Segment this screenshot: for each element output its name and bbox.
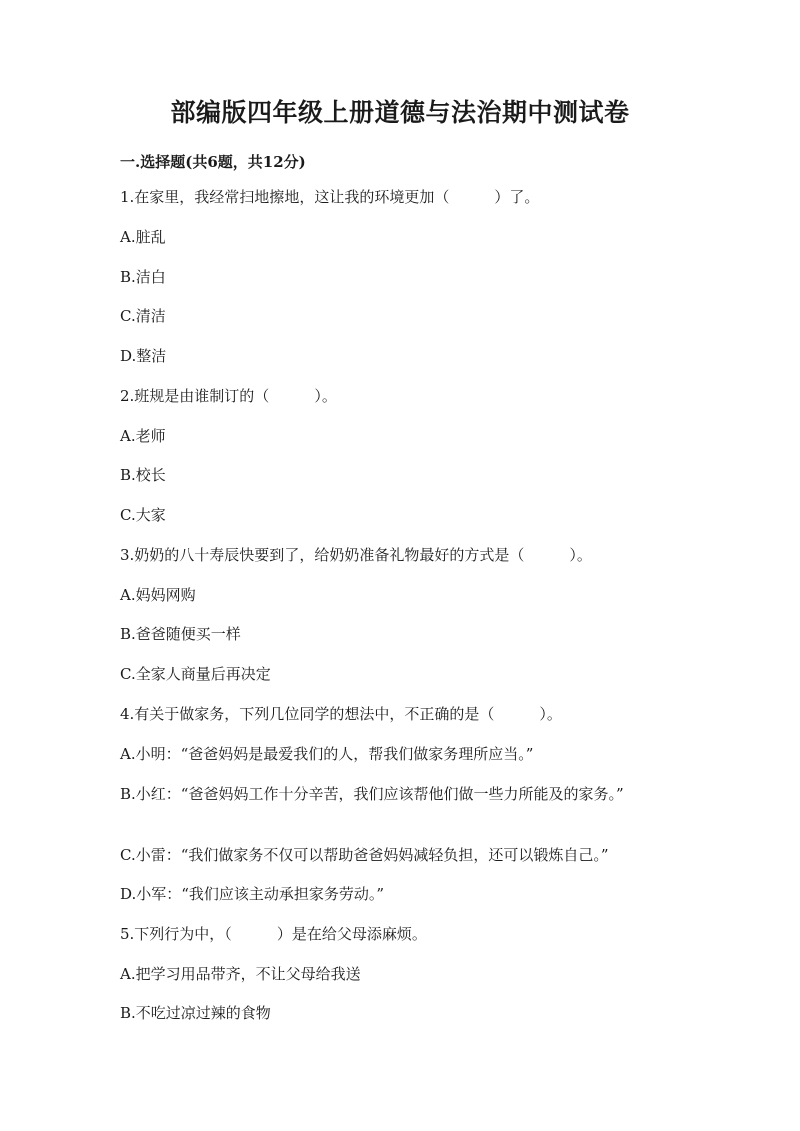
question-2-option-b: B.校长	[120, 466, 166, 484]
question-1-option-b: B.洁白	[120, 268, 166, 286]
question-2-option-a: A.老师	[120, 427, 166, 445]
question-5-option-b: B.不吃过凉过辣的食物	[120, 1004, 271, 1022]
question-4-option-a: A.小明：“爸爸妈妈是最爱我们的人，帮我们做家务理所应当。”	[120, 745, 534, 763]
question-5-option-a: A.把学习用品带齐，不让父母给我送	[120, 965, 361, 983]
question-4-option-c: C.小雷：“我们做家务不仅可以帮助爸爸妈妈减轻负担，还可以锻炼自己。”	[120, 846, 609, 864]
question-1-option-d: D.整洁	[120, 347, 167, 365]
section-heading: 一.选择题(共6题，共12分)	[120, 153, 306, 171]
question-2-stem: 2.班规是由谁制订的（ ）。	[120, 387, 337, 405]
question-1-stem: 1.在家里，我经常扫地擦地，这让我的环境更加（ ）了。	[120, 188, 540, 206]
question-4-option-b: B.小红：“爸爸妈妈工作十分辛苦，我们应该帮他们做一些力所能及的家务。”	[120, 785, 624, 803]
exam-title: 部编版四年级上册道德与法治期中测试卷	[170, 98, 630, 127]
question-3-stem: 3.奶奶的八十寿辰快要到了，给奶奶准备礼物最好的方式是（ ）。	[120, 546, 592, 564]
question-3-option-a: A.妈妈网购	[120, 586, 196, 604]
question-5-stem: 5.下列行为中，（ ）是在给父母添麻烦。	[120, 925, 427, 943]
question-3-option-b: B.爸爸随便买一样	[120, 625, 241, 643]
question-1-option-c: C.清洁	[120, 307, 166, 325]
question-3-option-c: C.全家人商量后再决定	[120, 665, 271, 683]
question-4-stem: 4.有关于做家务，下列几位同学的想法中，不正确的是（ ）。	[120, 705, 562, 723]
question-1-option-a: A.脏乱	[120, 228, 166, 246]
question-2-option-c: C.大家	[120, 506, 166, 524]
question-4-option-d: D.小军：“我们应该主动承担家务劳动。”	[120, 885, 385, 903]
